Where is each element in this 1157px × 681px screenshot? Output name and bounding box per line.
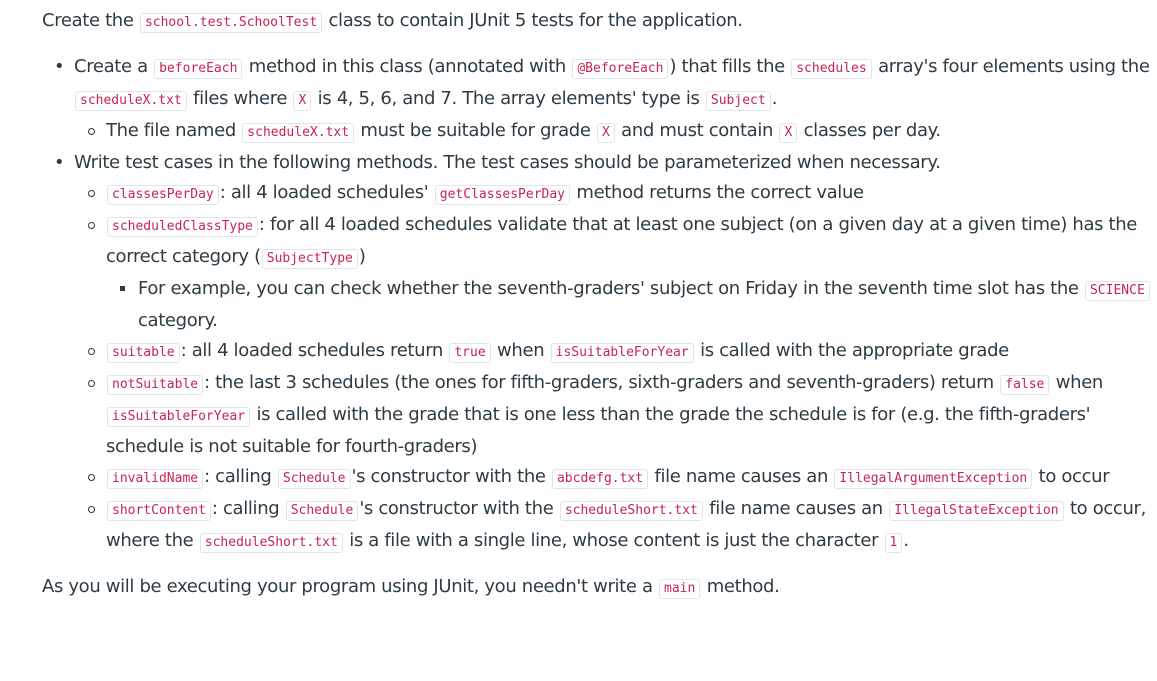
code-subject: Subject xyxy=(706,91,771,111)
code-method-name: isSuitableForYear xyxy=(551,343,694,363)
text: The file named xyxy=(106,120,236,141)
outro-paragraph xyxy=(42,572,1157,604)
code-x: X xyxy=(597,123,615,143)
text: : for all 4 loaded schedules validate that at least one subject (on a given day at a given time) has the correct category ( xyxy=(106,214,1138,267)
code-school-test-class: school.test.SchoolTest xyxy=(140,13,322,33)
text: : the last 3 schedules (the ones for fifth-graders, sixth-graders and seventh-graders) return xyxy=(204,372,994,393)
code-character: 1 xyxy=(885,533,903,553)
code-method-name: suitable xyxy=(107,343,180,363)
text: For example, you can check whether the seventh-graders' subject on Friday in the seventh time slot has the xyxy=(138,278,1079,299)
text: class to contain JUnit 5 tests for the application. xyxy=(328,10,743,31)
bullet xyxy=(88,190,95,197)
code-method-name: scheduledClassType xyxy=(107,217,258,237)
intro-paragraph xyxy=(42,6,1157,38)
code-schedules: schedules xyxy=(791,59,871,79)
text: must be suitable for grade xyxy=(360,120,591,141)
code-filename: scheduleShort.txt xyxy=(560,501,703,521)
text: is 4, 5, 6, and 7. The array elements' type is xyxy=(317,88,700,109)
code-exception: IllegalStateException xyxy=(889,501,1063,521)
text: method. xyxy=(706,576,780,597)
code-true: true xyxy=(449,343,490,363)
code-filename: scheduleX.txt xyxy=(75,91,187,111)
text: is a file with a single line, whose content is just the character xyxy=(349,530,879,551)
text: : all 4 loaded schedules' xyxy=(219,182,429,203)
text: method returns the correct value xyxy=(576,182,864,203)
text: Write test cases in the following methods. The test cases should be parameterized when necessary. xyxy=(74,152,941,173)
text: to occur, where the xyxy=(106,498,1146,551)
code-method-name: shortContent xyxy=(107,501,211,521)
sub-list xyxy=(74,116,1157,148)
list-item-example xyxy=(106,274,1157,336)
bullet xyxy=(88,506,95,513)
list-item-classes-per-day xyxy=(74,178,1157,210)
list-item-suitable xyxy=(74,336,1157,368)
text: file name causes an xyxy=(709,498,883,519)
text: ) that fills the xyxy=(669,56,785,77)
text: when xyxy=(497,340,545,361)
text: : calling xyxy=(211,498,280,519)
code-method-name: isSuitableForYear xyxy=(107,407,250,427)
code-exception: IllegalArgumentException xyxy=(834,469,1032,489)
text: : calling xyxy=(204,466,272,487)
code-x: X xyxy=(293,91,311,111)
text: Create the xyxy=(42,10,134,31)
text: to occur xyxy=(1038,466,1110,487)
text: is called with the grade that is one less than the grade the schedule is for (e.g. the fifth-graders' schedule is not suitable for fourth-graders) xyxy=(106,404,1091,457)
text: ) xyxy=(358,246,366,267)
requirements-list xyxy=(42,52,1157,558)
bullet xyxy=(88,474,95,481)
text: is called with the appropriate grade xyxy=(700,340,1009,361)
test-methods-list xyxy=(74,178,1157,558)
bullet xyxy=(54,148,64,178)
bullet xyxy=(88,222,95,229)
example-list xyxy=(106,274,1157,336)
code-method-name: getClassesPerDay xyxy=(435,185,570,205)
code-class-name: Schedule xyxy=(286,501,359,521)
list-item-invalid-name xyxy=(74,462,1157,494)
code-annotation: @BeforeEach xyxy=(572,59,668,79)
text: category. xyxy=(138,310,218,331)
bullet xyxy=(88,128,95,135)
bullet xyxy=(54,52,64,82)
code-beforeEach: beforeEach xyxy=(154,59,242,79)
code-method-name: classesPerDay xyxy=(107,185,219,205)
text: file name causes an xyxy=(654,466,829,487)
code-science: SCIENCE xyxy=(1085,281,1150,301)
text: Create a xyxy=(74,56,148,77)
text: method in this class (annotated with xyxy=(248,56,566,77)
code-class-name: Schedule xyxy=(278,469,351,489)
text: : all 4 loaded schedules return xyxy=(180,340,443,361)
list-item-file-rule xyxy=(74,116,1157,148)
code-false: false xyxy=(1000,375,1049,395)
bullet xyxy=(120,286,125,291)
code-filename: abcdefg.txt xyxy=(552,469,648,489)
list-item-before-each xyxy=(42,52,1157,148)
bullet xyxy=(88,380,95,387)
text: classes per day. xyxy=(803,120,941,141)
list-item-not-suitable xyxy=(74,368,1157,462)
list-item-test-cases xyxy=(42,148,1157,558)
code-filename: scheduleShort.txt xyxy=(200,533,343,553)
text: . xyxy=(903,530,909,551)
code-type-name: SubjectType xyxy=(262,249,358,269)
bullet xyxy=(88,348,95,355)
code-method-name: notSuitable xyxy=(107,375,203,395)
text: array's four elements using the xyxy=(878,56,1150,77)
text: when xyxy=(1055,372,1103,393)
code-filename: scheduleX.txt xyxy=(242,123,354,143)
text: As you will be executing your program using JUnit, you needn't write a xyxy=(42,576,653,597)
code-x: X xyxy=(779,123,797,143)
text: and must contain xyxy=(621,120,774,141)
code-main: main xyxy=(659,579,700,599)
text: files where xyxy=(193,88,288,109)
list-item-scheduled-class-type xyxy=(74,210,1157,336)
text: 's constructor with the xyxy=(359,498,554,519)
code-method-name: invalidName xyxy=(107,469,203,489)
text: 's constructor with the xyxy=(351,466,546,487)
text: . xyxy=(771,88,778,109)
list-item-short-content xyxy=(74,494,1157,558)
